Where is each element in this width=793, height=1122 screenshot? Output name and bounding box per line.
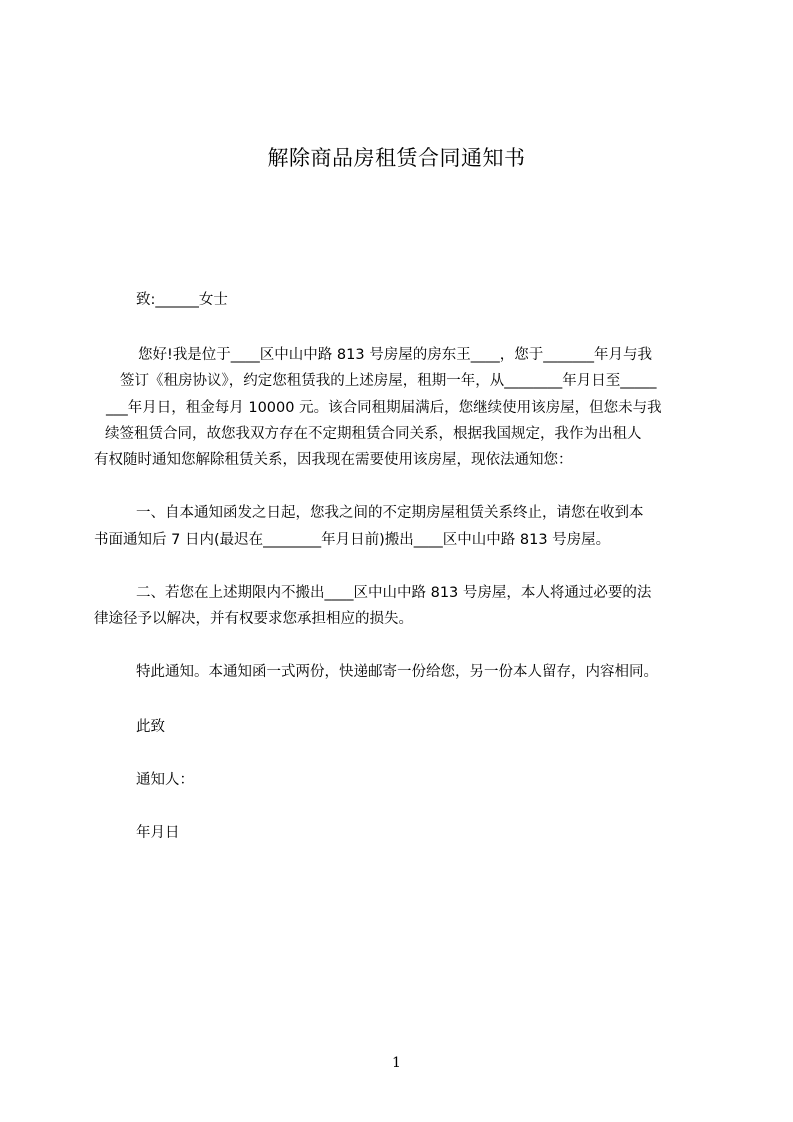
closing-salutation: 此致 [136,719,165,735]
addressee-line: 致:______女士 [136,292,228,308]
page-number: 1 [392,1055,401,1071]
date-label: 年月日 [136,825,180,841]
body-line-5: 有权随时通知您解除租赁关系，因我现在需要使用该房屋，现依法通知您： [94,452,573,468]
clause-one-line-1: 一、自本通知函发之日起，您我之间的不定期房屋租赁关系终止，请您在收到本 [136,505,644,521]
body-line-1: 您好!我是位于____区中山中路 813 号房屋的房东王____，您于_______年月与我 [138,347,652,363]
clause-two-line-1: 二、若您在上述期限内不搬出____区中山中路 813 号房屋，本人将通过必要的法 [136,585,652,601]
document-title: 解除商品房租赁合同通知书 [267,146,526,170]
notifier-label: 通知人： [136,772,194,788]
special-notice: 特此通知。本通知函一式两份，快递邮寄一份给您，另一份本人留存，内容相同。 [136,664,658,680]
body-line-2: 签订《租房协议》，约定您租赁我的上述房屋，租期一年，从________年月日至_____ [120,373,657,389]
body-line-3: ___年月日，租金每月 10000 元。该合同租期届满后，您继续使用该房屋，但您未与我 [106,400,662,416]
clause-two-line-2: 律途径予以解决，并有权要求您承担相应的损失。 [94,611,413,627]
clause-one-line-2: 书面通知后 7 日内(最迟在________年月日前)搬出____区中山中路 813 号房屋。 [94,532,611,548]
body-line-4: 续签租赁合同，故您我双方存在不定期租赁合同关系，根据我国规定，我作为出租人 [105,426,642,442]
